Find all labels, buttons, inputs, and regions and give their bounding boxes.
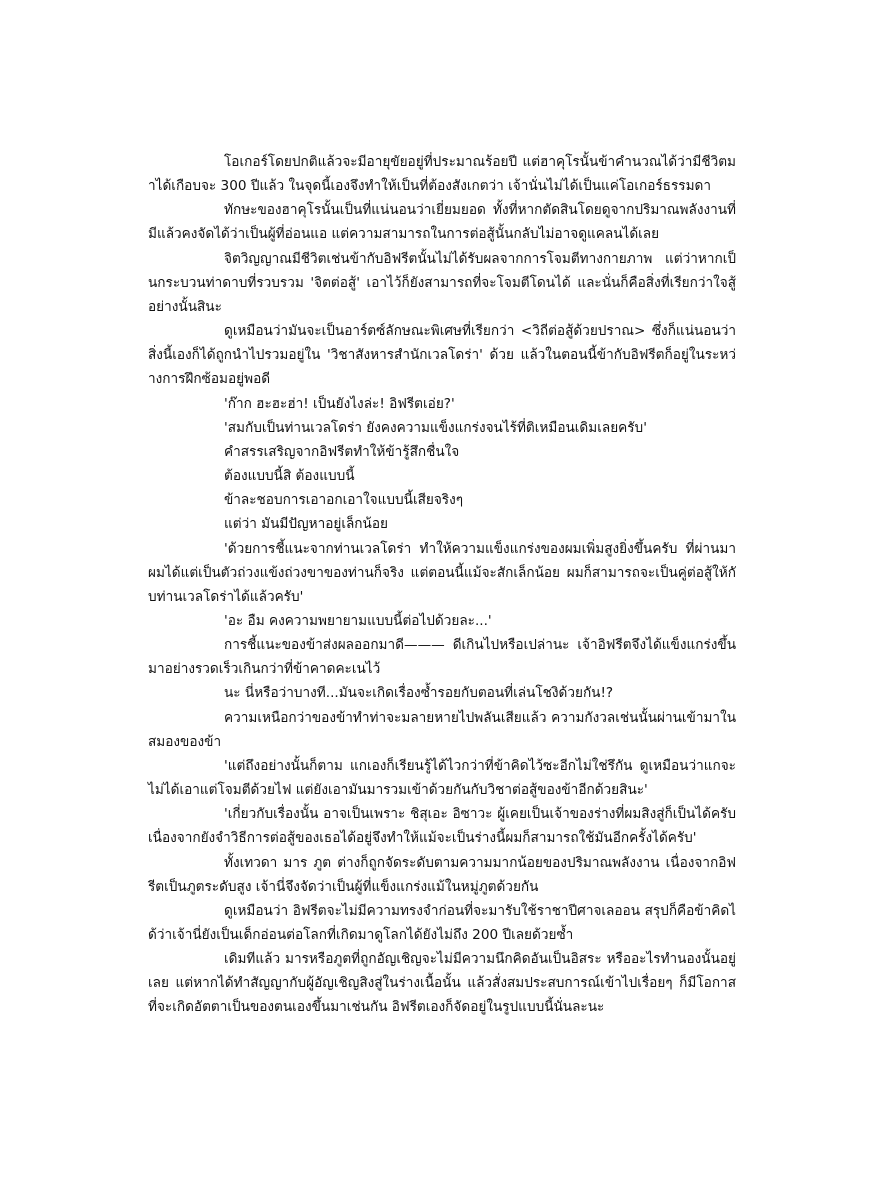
body-text [148, 150, 736, 1020]
paragraph: ต้องแบบนี้สิ ต้องแบบนี้ [224, 468, 355, 485]
paragraph: การชี้แนะของข้าส่งผลออกมาดี——— ดีเกินไปหรือเปล่านะ เจ้าอิฟรีตจึงได้แข็งแกร่งขึ้นมาอย่างรวดเร็วเกินกว่าที่ข้าคาดคะเนไว้ [148, 637, 736, 678]
paragraph: ดูเหมือนว่ามันจะเป็นอาร์ตซ์ลักษณะพิเศษที่เรียกว่า <วิถีต่อสู้ด้วยปราณ> ซึ่งก็แน่นอนว่าสิ่งนี้เองก็ได้ถูกนำไปรวมอยู่ใน 'วิชาสังหารสำนักเวลโดร่า' ด้วย แล้วในตอนนี้ข้ากับอิฟรีตก็อยู่ในระหว่างการฝึกซ้อมอยู่พอดี [148, 323, 736, 388]
dialogue-line: 'อะ อืม คงความพยายามแบบนี้ต่อไปด้วยละ...' [224, 612, 492, 629]
paragraph: ทักษะของฮาคุโรนั้นเป็นที่แน่นอนว่าเยี่ยมยอด ทั้งที่หากตัดสินโดยดูจากปริมาณพลังงานที่มีแล้วคงจัดได้ว่าเป็นผู้ที่อ่อนแอ แต่ความสามารถในการต่อสู้นั้นกลับไม่อาจดูแคลนได้เลย [148, 202, 736, 243]
paragraph: โอเกอร์โดยปกติแล้วจะมีอายุขัยอยู่ที่ประมาณร้อยปี แต่ฮาคุโรนั้นข้าคำนวณได้ว่ามีชีวิตมาได้เกือบจะ 300 ปีแล้ว ในจุดนี้เองจึงทำให้เป็นที่ต้องสังเกตว่า เจ้านั่นไม่ได้เป็นแค่โอเกอร์ธรรมดา [148, 154, 736, 195]
dialogue-line: 'แต่ถึงอย่างนั้นก็ตาม แกเองก็เรียนรู้ได้ไวกว่าที่ข้าคิดไว้ซะอีกไม่ใช่รึกัน ดูเหมือนว่าแกจะไม่ได้เอาแต่โจมตีด้วยไฟ แต่ยังเอามันมารวมเข้าด้วยกันกับวิชาต่อสู้ของข้าอีกด้วยสินะ' [148, 757, 736, 799]
paragraph: เดิมทีแล้ว มารหรือภูตที่ถูกอัญเชิญจะไม่มีความนึกคิดอันเป็นอิสระ หรืออะไรทำนองนั้นอยู่เลย แต่หากได้ทำสัญญากับผู้อัญเชิญสิงสู่ในร่างเนื้อนั้น แล้วสั่งสมประสบการณ์เข้าไปเรื่อยๆ ก็มีโอกาสที่จะเกิดอัตตาเป็นของตนเองขึ้นมาเช่นกัน อิฟรีตเองก็จัดอยู่ในรูปแบบนี้นั่นละนะ [148, 951, 736, 1016]
dialogue-line: 'ก๊าก ฮะฮะฮ่า! เป็นยังไงล่ะ! อิฟรีตเอ่ย?' [224, 395, 455, 412]
paragraph: คำสรรเสริญจากอิฟรีตทำให้ข้ารู้สึกชื่นใจ [224, 443, 460, 460]
paragraph: นะ นี่หรือว่าบางที...มันจะเกิดเรื่องซ้ำรอยกับตอนที่เล่นโชงิด้วยกัน!? [224, 685, 614, 702]
paragraph: จิตวิญญาณมีชีวิตเช่นข้ากับอิฟรีตนั้นไม่ได้รับผลจากการโจมตีทางกายภาพ แต่ว่าหากเป็นกระบวนท่าดาบที่รวบรวม 'จิตต่อสู้' เอาไว้ก็ยังสามารถที่จะโจมตีโดนได้ และนั่นก็คือสิ่งที่เรียกว่าใจสู้อย่างนั้นสินะ [148, 250, 736, 315]
paragraph: ความเหนือกว่าของข้าทำท่าจะมลายหายไปพลันเสียแล้ว ความกังวลเช่นนั้นผ่านเข้ามาในสมองของข้า [148, 709, 736, 750]
dialogue-line: 'เกี่ยวกับเรื่องนั้น อาจเป็นเพราะ ชิสุเอะ อิซาวะ ผู้เคยเป็นเจ้าของร่างที่ผมสิงสู่ก็เป็นได้ครับ เนื่องจากยังจำวิธีการต่อสู้ของเธอได้อยู่จึงทำให้แม้จะเป็นร่างนี้ผมก็สามารถใช้มันอีกครั้งได้ครับ' [148, 806, 736, 847]
paragraph: แต่ว่า มันมีปัญหาอยู่เล็กน้อย [224, 516, 388, 533]
dialogue-line: 'สมกับเป็นท่านเวลโดร่า ยังคงความแข็งแกร่งจนไร้ที่ติเหมือนเดิมเลยครับ' [224, 419, 647, 436]
paragraph: ข้าละชอบการเอาอกเอาใจแบบนี้เสียจริงๆ [224, 492, 464, 509]
dialogue-line: 'ด้วยการชี้แนะจากท่านเวลโดร่า ทำให้ความแข็งแกร่งของผมเพิ่มสูงยิ่งขึ้นครับ ที่ผ่านมาผมได้แต่เป็นตัวถ่วงแข้งถ่วงขาของท่านก็จริง แต่ตอนนี้แม้จะสักเล็กน้อย ผมก็สามารถจะเป็นคู่ต่อสู้ให้กับท่านเวลโดร่าได้แล้วครับ' [148, 540, 736, 605]
paragraph: ดูเหมือนว่า อิฟรีตจะไม่มีความทรงจำก่อนที่จะมารับใช้ราชาปีศาจเลออน สรุปก็คือข้าคิดได้ว่าเจ้านี่ยังเป็นเด็กอ่อนต่อโลกที่เกิดมาดูโลกได้ยังไม่ถึง 200 ปีเลยด้วยซ้ำ [148, 902, 736, 943]
paragraph: ทั้งเทวดา มาร ภูต ต่างก็ถูกจัดระดับตามความมากน้อยของปริมาณพลังงาน เนื่องจากอิฟรีตเป็นภูตระดับสูง เจ้านี่จึงจัดว่าเป็นผู้ที่แข็งแกร่งแม้ในหมู่ภูตด้วยกัน [148, 854, 736, 895]
